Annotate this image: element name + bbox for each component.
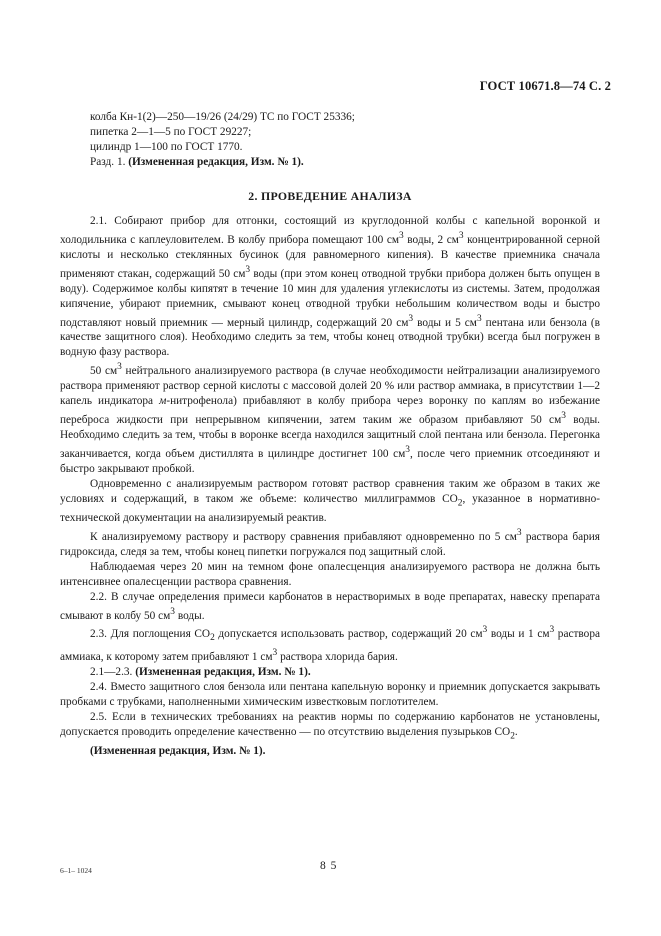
p21-sup-3: 3 (245, 264, 251, 275)
paragraph-reference-solution (60, 477, 600, 526)
psim-text-2: , указанное в нормативно-технической документации на анализируемый реактив. (60, 492, 600, 524)
p50-text-2: нейтрального анализируемого раствора (в случае необходимости нейтрализации анализируемого раствора применяют раствор серной кислоты с массовой долей 20 % или раствор аммиака, в присутствии 1—2 капель индикатора (60, 365, 600, 408)
p50-sup-1: 3 (117, 362, 122, 373)
padd-sup-1: 3 (516, 527, 522, 538)
p25-text-1: 2.5. Если в технических требованиях на реактив нормы по содержанию карбонатов не установлены, допускается проводить определение качественно — по отсутствию выделения пузырьков CO (60, 711, 600, 739)
p21-sup-4: 3 (408, 313, 414, 324)
equipment-item-cylinder: цилиндр 1—100 по ГОСТ 1770. (90, 141, 243, 153)
p50-text-3: -нитрофенола) прибавляют в колбу прибора через воронку по каплям во избежание переброса жидкости при непрерывном кипячении, затем таким же образом прибавляют 50 см (60, 395, 601, 426)
p21-text-5: воды и 5 см (413, 316, 477, 329)
paragraph-2-5 (60, 710, 600, 744)
equipment-item-pipette: пипетка 2—1—5 по ГОСТ 29227; (90, 126, 252, 138)
p21-text-2: воды, 2 см (403, 233, 459, 246)
p21-text-1: 2.1. Собирают прибор для отгонки, состоящий из круглодонной колбы с капельной воронкой и холодильника с каплеуловителем. В колбу прибора помещают 100 см (60, 215, 600, 246)
standard-code-header: ГОСТ 10671.8—74 С. 2 (479, 79, 611, 93)
equipment-item-flask: колба Кн-1(2)—250—19/26 (24/29) ТС по ГОСТ 25336; (90, 111, 355, 123)
p25-sub-1: 2 (510, 731, 515, 742)
section-title: 2. ПРОВЕДЕНИЕ АНАЛИЗА (248, 189, 412, 203)
page-content (60, 110, 600, 759)
p50-text-1: 50 см (90, 365, 118, 378)
p22-text-1: 2.2. В случае определения примеси карбонатов в нерастворимых в воде препаратах, навеску препарата смывают в колбу 50 см (60, 590, 600, 622)
p2123-prefix: 2.1—2.3. (90, 666, 136, 679)
p23-sup-1: 3 (482, 625, 488, 636)
p50-sup-2: 3 (561, 411, 566, 422)
p23-text-1: 2.3. Для поглощения CO (90, 628, 211, 641)
p23-sub-1: 2 (210, 633, 215, 644)
paragraph-2-1-2-3-amendment (60, 665, 600, 680)
p50-text-4: воды. Необходимо следить за тем, чтобы в воронке всегда находился защитный слой пентана или бензола. Перегонка заканчивается, когда объем дистиллята в цилиндре достигнет 100 см (60, 413, 600, 460)
p21-text-6: пентана или бензола (в качестве защитного слоя). Необходимо следить за тем, чтобы конец отводной трубки) всегда был погружен в водную фазу раствора. (60, 316, 600, 359)
p23-text-2: допускается использовать раствор, содержащий 20 см (214, 628, 483, 641)
p21-sup-1: 3 (399, 231, 404, 241)
paragraph-observation: Наблюдаемая через 20 мин на темном фоне опалесценция анализируемого раствора не должна быть интенсивнее опалесценции раствора сравнения. (60, 560, 600, 588)
p23-sup-3: 3 (272, 648, 278, 659)
psim-sub-1: 2 (457, 497, 463, 508)
paragraph-2-3 (60, 623, 600, 665)
p21-sup-5: 3 (476, 313, 482, 324)
paragraph-2-1 (60, 214, 600, 360)
razd-amendment-note (60, 155, 600, 170)
p23-text-4: раствора аммиака, к которому затем прибавляют 1 см (60, 628, 600, 664)
padd-text-1: К анализируемому раствору и раствору сравнения прибавляют одновременно по 5 см (90, 530, 517, 543)
p21-sup-2: 3 (458, 231, 464, 241)
razd-prefix: Разд. 1. (90, 156, 129, 168)
paragraph-2-5-amendment: (Измененная редакция, Изм. № 1). (90, 745, 266, 758)
paragraph-barium-addition (60, 526, 600, 560)
razd-amendment-bold: (Измененная редакция, Изм. № 1). (128, 156, 304, 168)
paragraph-2-2 (60, 590, 600, 624)
p23-text-5: раствора хлорида бария. (277, 651, 398, 664)
page-number: 8 5 (320, 860, 338, 872)
p50-text-5: , после чего приемник отсоединяют и быстро закрывают пробкой. (60, 447, 600, 475)
padd-text-2: раствора бария гидроксида, следя за тем, чтобы конец пипетки погружался под защитный слой. (60, 530, 600, 558)
paragraph-50-cm3 (60, 360, 600, 476)
p23-sup-2: 3 (549, 625, 555, 636)
p50-italic-m: м (159, 395, 167, 408)
p21-text-3: концентрированной серной кислоты и несколько стеклянных бусинок (для равномерного кипения). В качестве приемника сначала применяют стакан, содержащий 50 см (60, 233, 601, 280)
psim-text-1: Одновременно с анализируемым раствором готовят раствор сравнения таким же образом в таких же условиях и содержащий, в таком же объеме: количество миллиграммов CO (60, 477, 600, 505)
p22-text-2: воды. (175, 609, 205, 622)
p2123-bold: (Измененная редакция, Изм. № 1). (135, 666, 311, 679)
p22-sup-1: 3 (170, 606, 175, 617)
p50-sup-3: 3 (405, 444, 410, 455)
p25-text-2: . (514, 726, 518, 739)
footer-print-code: 6–1– 1024 (60, 866, 92, 875)
p23-text-3: воды и 1 см (487, 628, 550, 641)
paragraph-2-4: 2.4. Вместо защитного слоя бензола или пентана капельную воронку и приемник допускается закрывать пробками с трубками, наполненными химическим известковым поглотителем. (60, 681, 600, 709)
p21-text-4: воды (при этом конец отводной трубки прибора должен быть опущен в воду). Содержимое колбы кипятят в течение 10 мин для удаления углекислоты из системы. Затем, продолжая кипячение, убирают приемник, смывают конец отводной трубки небольшим количеством воды и быстро подставляют новый приемник — мерный цилиндр, содержащий 20 см (60, 267, 600, 329)
